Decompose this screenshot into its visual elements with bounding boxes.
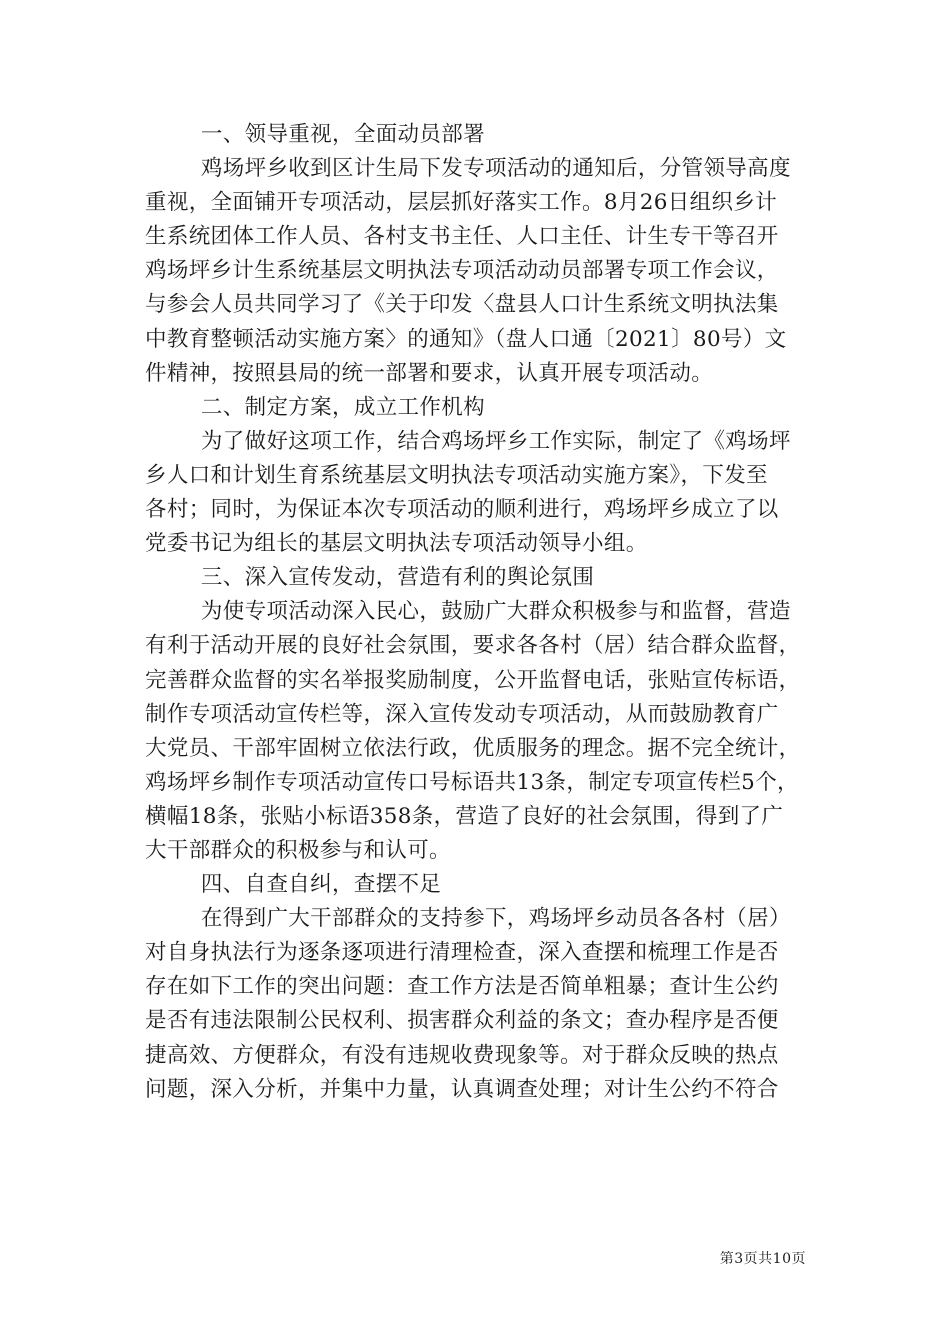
text-line: 乡人口和计划生育系统基层文明执法专项活动实施方案》，下发至	[145, 462, 768, 488]
text-line: 有利于活动开展的良好社会氛围，要求各各村（居）结合群众监督，	[145, 633, 801, 659]
text-line: 捷高效、方便群众，有没有违规收费现象等。对于群众反映的热点	[145, 1042, 779, 1068]
text-line: 中教育整顿活动实施方案〉的通知》（盘人口通〔2021〕80号）文	[145, 326, 787, 352]
text-line: 问题，深入分析，并集中力量，认真调查处理；对计生公约不符合	[145, 1076, 779, 1102]
section-heading-4: 四、自查自纠，查摆不足	[200, 872, 442, 898]
text-line: 大党员、干部牢固树立依法行政，优质服务的理念。据不完全统计，	[145, 735, 801, 761]
text-line: 横幅18条，张贴小标语358条，营造了良好的社会氛围，得到了广	[145, 803, 784, 829]
text-line: 重视，全面铺开专项活动，层层抓好落实工作。8月26日组织乡计	[145, 190, 778, 216]
text-line: 完善群众监督的实名举报奖励制度，公开监督电话，张贴宣传标语，	[145, 667, 801, 693]
section-heading-2: 二、制定方案，成立工作机构	[200, 394, 485, 420]
text-line: 鸡场坪乡计生系统基层文明执法专项活动动员部署专项工作会议，	[145, 258, 779, 284]
section-paragraph-4	[145, 902, 807, 1107]
section-paragraph-3	[145, 595, 807, 868]
text-line: 是否有违法限制公民权利、损害群众利益的条文；查办程序是否便	[145, 1008, 779, 1034]
text-line: 鸡场坪乡制作专项活动宣传口号标语共13条，制定专项宣传栏5个，	[145, 769, 799, 795]
text-line: 对自身执法行为逐条逐项进行清理检查，深入查摆和梳理工作是否	[145, 940, 779, 966]
text-line: 鸡场坪乡收到区计生局下发专项活动的通知后，分管领导高度	[200, 156, 791, 182]
document-body	[145, 118, 807, 1107]
section-paragraph-2	[145, 425, 807, 561]
text-line: 与参会人员共同学习了《关于印发〈盘县人口计生系统文明执法集	[145, 292, 779, 318]
section-heading-1: 一、领导重视，全面动员部署	[200, 122, 485, 147]
text-line: 为了做好这项工作，结合鸡场坪乡工作实际，制定了《鸡场坪	[200, 428, 791, 454]
text-line: 在得到广大干部群众的支持参下，鸡场坪乡动员各各村（居）	[200, 906, 791, 932]
text-line: 大干部群众的积极参与和认可。	[145, 837, 451, 863]
text-line: 件精神，按照县局的统一部署和要求，认真开展专项活动。	[145, 360, 714, 386]
text-line: 各村；同时，为保证本次专项活动的顺利进行，鸡场坪乡成立了以	[145, 497, 779, 523]
text-line: 党委书记为组长的基层文明执法专项活动领导小组。	[145, 531, 648, 557]
page-number: 第3页共10页	[719, 1251, 806, 1267]
text-line: 为使专项活动深入民心，鼓励广大群众积极参与和监督，营造	[200, 599, 791, 625]
section-heading-3: 三、深入宣传发动，营造有利的舆论氛围	[200, 565, 595, 591]
text-line: 制作专项活动宣传栏等，深入宣传发动专项活动，从而鼓励教育广	[145, 701, 779, 727]
text-line: 生系统团体工作人员、各村支书主任、人口主任、计生专干等召开	[145, 224, 779, 250]
text-line: 存在如下工作的突出问题：查工作方法是否简单粗暴；查计生公约	[145, 974, 779, 1000]
section-paragraph-1	[145, 152, 807, 391]
